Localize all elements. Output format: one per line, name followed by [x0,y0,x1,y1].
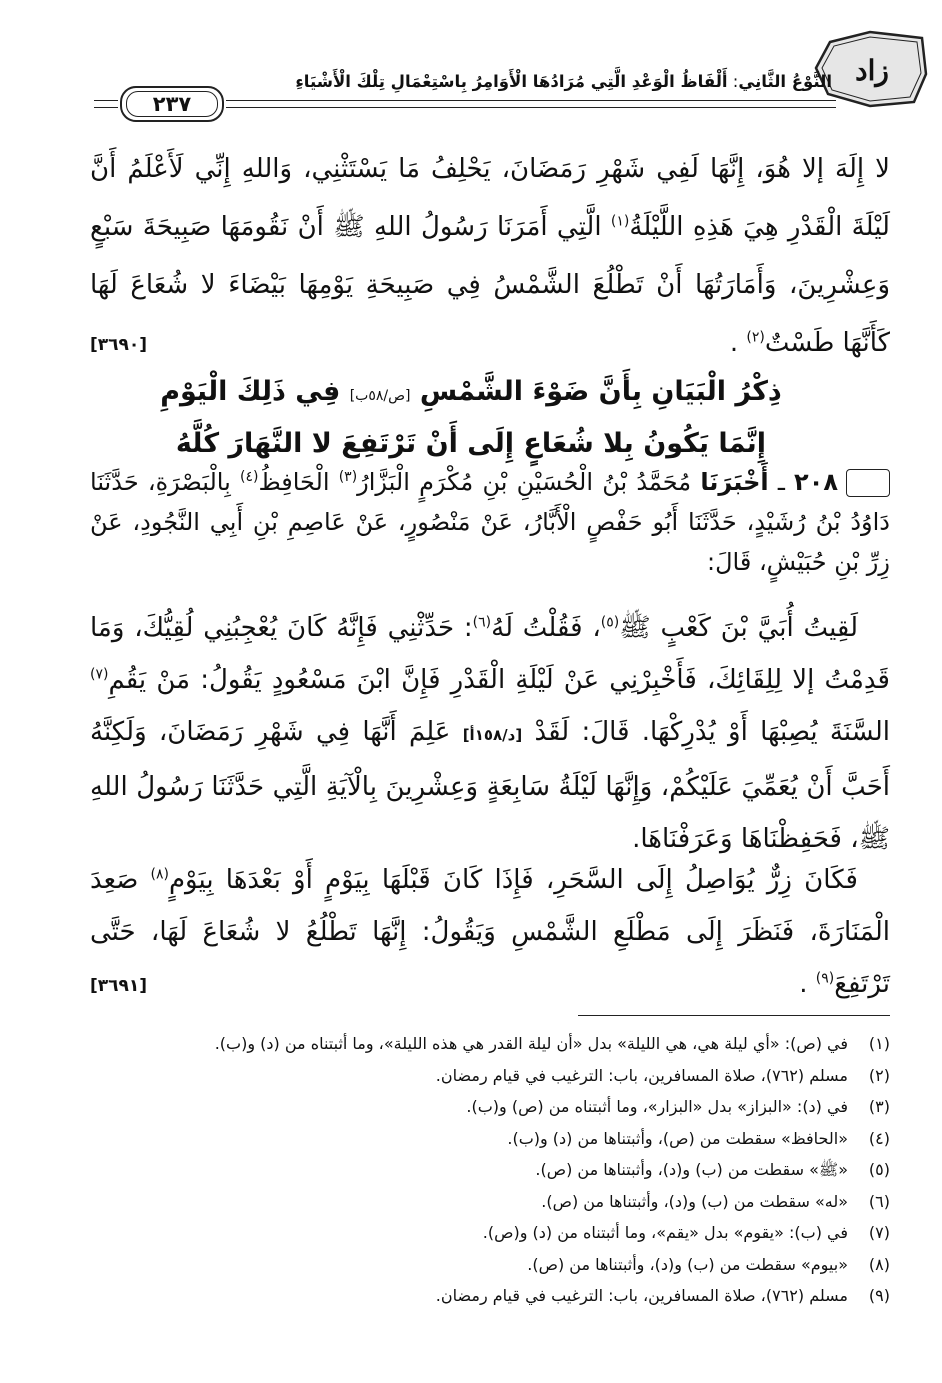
footnote-marker: (٣) [338,469,358,485]
footnote-number: (٥) [868,1160,890,1179]
footnote-marker: (١) [610,213,630,230]
text-line: طَسْتٌ [764,328,835,358]
text-line: . [799,969,816,999]
text-line: السَّنَةَ يُصِبْهَا أَوْ يُدْرِكْهَا. قَالَ: لَقَدْ [534,717,891,747]
footnote-number: (٩) [868,1286,890,1305]
hadith-reference: [٣٦٩١] [90,976,148,996]
footnote [90,1280,890,1312]
text-line: الَّتِي أَمَرَنَا رَسُولُ اللهِ ﷺ أَنْ نَقُومَهَا صَبِيحَةَ سَبْعٍ [90,212,611,242]
footnote [90,1217,890,1249]
header-rule-left [94,100,118,108]
hadith-matn-2 [90,854,890,1012]
page-number: ٢٣٧ [152,92,192,116]
footnote-marker: (٨) [150,866,169,883]
manuscript-reference: [ص/٥٨ب] [349,388,411,404]
text-line: صَعِدَ الْمَنَارَةَ، فَنَظَرَ إِلَى مَطْلَعِ الشَّمْسِ وَيَقُولُ: إِنَّهَا تَطْلُعُ لا شُعَاعَ لَهَا، حَتَّى تَرْتَفِعَ [90,865,890,999]
text-line: عَلِمَ أَنَّهَا فِي شَهْرِ رَمَضَانَ، وَلَكِنَّهُ أَحَبَّ أَنْ يُعَمِّيَ عَلَيْكُمْ، وَإِنَّهَا لَيْلَةُ سَابِعَةٍ وَعِشْرِينَ بِالْآيَةِ الَّتِي حَدَّثَنَا رَسُولُ اللهِ ﷺ، فَحَفِظْنَاهَا وَعَرَفْنَاهَا. [90,717,890,854]
running-title-rest: أَلْفَاظُ الْوَعْدِ الَّتِي مُرَادُهَا الْأَوَامِرُ بِاسْتِعْمَالِ تِلْكَ الْأَشْيَاءِ [295,72,728,91]
footnote-marker: (٩) [815,970,835,987]
footnote-marker: (٥) [600,614,620,631]
footnote-text: «له» سقطت من (ب) و(د)، وأثبتناها من (ص). [541,1191,848,1211]
text-line: . [729,328,747,358]
text-line: مُحَمَّدُ بْنُ الْحُسَيْنِ بْنِ مُكْرَمٍ الْبَزَّارُ [357,468,701,496]
heading-line-1 [100,368,842,420]
header-rule [226,100,836,108]
heading-line-2: إِنَّمَا يَكُونُ بِلا شُعَاعٍ إِلَى أَنْ تَرْتَفِعَ لا النَّهَارَ كُلَّهُ [175,428,767,459]
footnote-marker: (٦) [472,614,492,631]
footnote [90,1249,890,1281]
footnote-number: (٣) [868,1097,890,1116]
footnote [90,1186,890,1218]
footnote-text: في (ص): «أي ليلة هي، هي الليلة» بدل «أن ليلة القدر هي هذه الليلة»، وما أثبتناه من (د) و(ب). [214,1034,848,1053]
continuation-text [90,140,890,372]
continuation-paragraph [90,140,890,374]
footnote-text: «ﷺ» سقطت من (ب) و(د)، وأثبتناها من (ص). [535,1160,848,1179]
heading-text: ذِكْرُ الْبَيَانِ بِأَنَّ ضَوْءَ الشَّمْسِ [419,376,782,407]
akhbarana: أَخْبَرَنَا [700,468,769,496]
page-number-frame [120,86,224,122]
footnote-text: «بيوم» سقطت من (ب) و(د)، وأثبتناها من (ص). [527,1254,848,1274]
hadith-isnad [90,462,890,582]
hadith-reference: [٣٦٩٠] [90,335,148,355]
footnote-number: (٨) [868,1254,890,1274]
running-title: النَّوْعُ الثَّانِي: أَلْفَاظُ الْوَعْدِ الَّتِي مُرَادُهَا الْأَوَامِرُ بِاسْتِعْمَالِ تِلْكَ الْأَشْيَاءِ [295,72,832,91]
footnote-text: «الحافظ» سقطت من (ص)، وأثبتناها من (د) و(ب). [507,1128,848,1148]
text-line: ، فَقُلْتُ لَهُ [491,613,601,643]
footnotes [90,1028,890,1312]
footnote-rule [578,1015,890,1016]
isnad-text [90,462,890,582]
footnote-number: (٦) [868,1191,890,1211]
footnote-number: (٢) [868,1065,890,1085]
text-line: لَقِيتُ أُبَيَّ بْنَ كَعْبٍ ﷺ [619,613,858,643]
footnote-marker: (٢) [746,329,765,346]
footnote [90,1154,890,1186]
matn-text [90,854,890,1010]
text-line: بِالْبَصْرَةِ، حَدَّثَنَا دَاوُدُ بْنُ رُشَيْدٍ، حَدَّثَنَا أَبُو حَفْصٍ الْأَبَّارُ، عَنْ مَنْصُورٍ، عَنْ عَاصِمِ بْنِ أَبِي النَّجُودِ، عَنْ زِرِّ بْنِ حُبَيْشٍ، قَالَ: [90,468,890,576]
footnote-text: في (ب): «يقوم» بدل «يقم»، وما أثبتناه من (د) و(ص). [482,1223,848,1242]
running-title-main: النَّوْعُ الثَّانِي [738,72,832,91]
chapter-heading [100,368,842,468]
footnote-number: (٧) [868,1223,890,1242]
footnote-text: مسلم (٧٦٢)، صلاة المسافرين، باب: الترغيب في قيام رمضان. [435,1065,848,1085]
heading-text: فِي ذَلِكَ الْيَوْمِ [160,376,341,407]
footnote-number: (٤) [868,1128,890,1148]
hadith-number: ٢٠٨ [794,468,838,496]
footnote [90,1091,890,1123]
text-line: وَعِشْرِينَ، وَأَمَارَتُهَا أَنْ تَطْلُعَ الشَّمْسُ فِي صَبِيحَةِ يَوْمِهَا بَيْضَاءَ لا شُعَاعَ لَهَا كَأَنَّهَا [90,270,890,358]
text-line: : حَدِّثْنِي فَإِنَّهُ كَانَ يُعْجِبُنِي لُقِيُّكَ، وَمَا قَدِمْتُ إلا لِلِقَائِكَ، فَأَخْبِرْنِي عَنْ لَيْلَةِ الْقَدْرِ فَإِنَّ ابْنَ مَسْعُودٍ يَقُولُ: مَنْ يَقُمِ [90,613,890,695]
footnote-text: في (د): «البزاز» بدل «البزار»، وما أثبتناه من (ص) و(ب). [466,1097,848,1116]
footnote-marker: (٧) [90,666,109,683]
text-line: لَيْلَةَ الْقَدْرِ هِيَ هَذِهِ اللَّيْلَةُ [629,212,890,242]
text-line: الْحَافِظُ [258,468,339,496]
logo-text: زاد [855,54,889,87]
matn-text [90,602,890,865]
footnote-number: (١) [868,1034,890,1053]
footnote-text: مسلم (٧٦٢)، صلاة المسافرين، باب: الترغيب في قيام رمضان. [435,1286,848,1305]
text-line: فَكَانَ زِرٌّ يُوَاصِلُ إِلَى السَّحَرِ، فَإِذَا كَانَ قَبْلَهَا بِيَوْمٍ أَوْ بَعْدَهَا بِيَوْمٍ [168,865,858,895]
hadith-matn-1 [90,602,890,865]
footnote-marker: (٤) [239,469,259,485]
dash: ـ [768,468,795,496]
hadith-tag-icon [846,469,890,497]
footnote [90,1028,890,1060]
footnote [90,1123,890,1155]
footnote [90,1060,890,1092]
manuscript-reference: [د/١٥٨أ] [462,726,523,744]
text-line: لا إِلَهَ إلا هُوَ، إِنَّهَا لَفِي شَهْرِ رَمَضَانَ، يَحْلِفُ مَا يَسْتَثْنِي، وَاللهِ إِنِّي لَأَعْلَمُ أَنَّ [90,154,890,184]
